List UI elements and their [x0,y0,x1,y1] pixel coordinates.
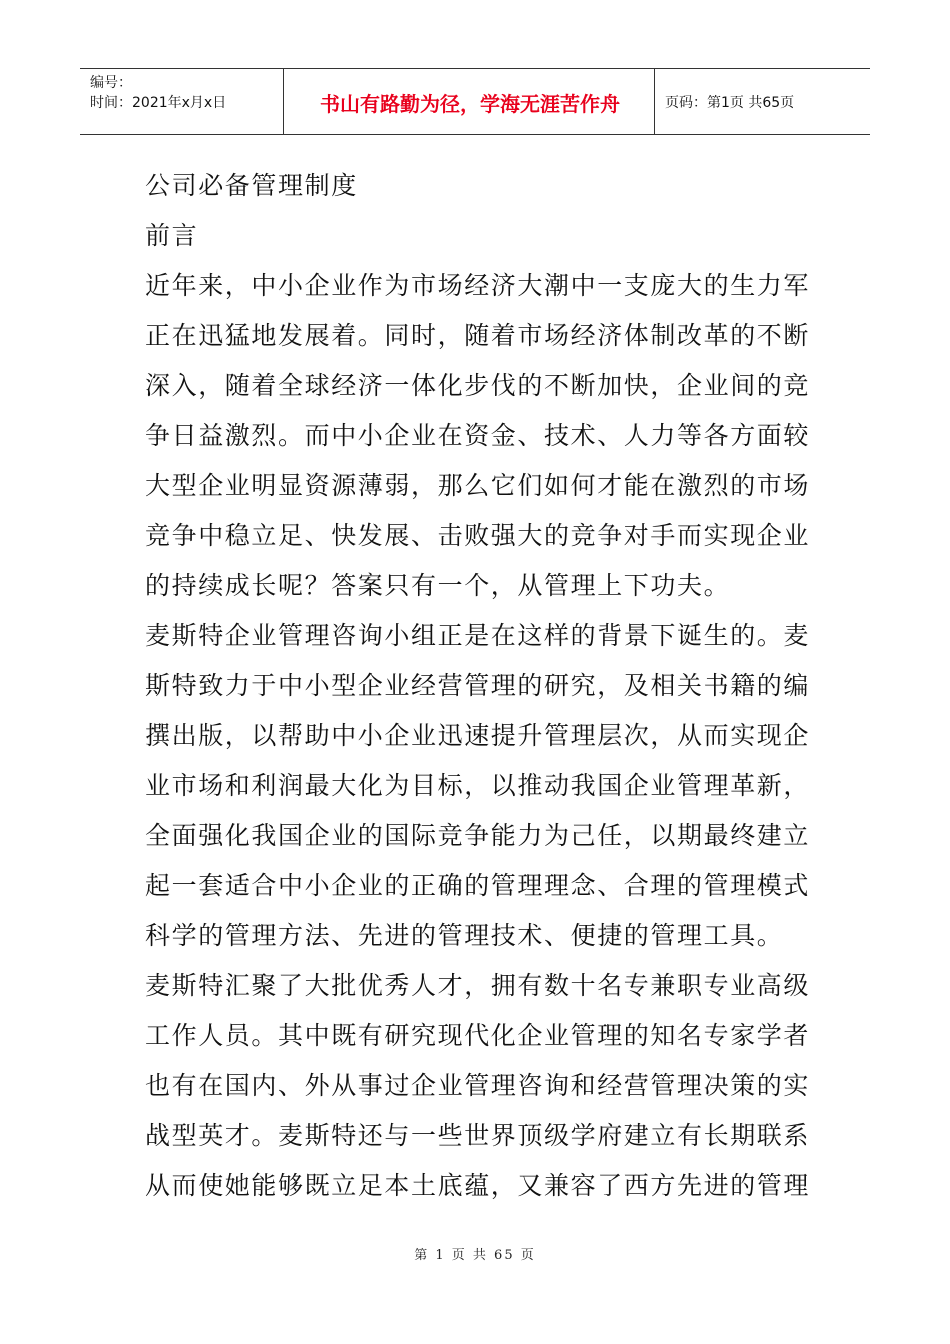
paragraph: 近年来，中小企业作为市场经济大潮中一支庞大的生力军正在迅猛地发展着。同时，随着市场经济体制改革的不断深入，随着全球经济一体化步伐的不断加快，企业间的竞争日益激烈。而中小企业在资金、技术、人力等各方面较大型企业明显资源薄弱，那么它们如何才能在激烈的市场竞争中稳立足、快发展、击败强大的竞争对手而实现企业的持续成长呢？答案只有一个，从管理上下功夫。 [145,271,811,600]
header-motto: 书山有路勤为径，学海无涯苦作舟 [320,91,620,116]
document-body [145,161,815,1211]
preface-heading: 前言 [145,221,199,250]
paragraph: 麦斯特汇聚了大批优秀人才，拥有数十名专兼职专业高级工作人员。其中既有研究现代化企业管理的知名专家学者也有在国内、外从事过企业管理咨询和经营管理决策的实战型英才。麦斯特还与一些世界顶级学府建立有长期联系从而使她能够既立足本土底蕴，又兼容了西方先进的管理 [145,971,811,1200]
document-title: 公司必备管理制度 [145,171,358,200]
page-header [80,68,870,135]
document-time-label: 时间：2021年x月x日 [90,95,227,111]
header-divider-left [283,69,284,134]
page-footer: 第 1 页 共 65 页 [414,1248,536,1263]
document-number-label: 编号： [90,75,132,91]
header-divider-right [654,69,655,134]
header-page-info: 页码：第1页 共65页 [665,95,795,111]
paragraph: 麦斯特企业管理咨询小组正是在这样的背景下诞生的。麦斯特致力于中小型企业经营管理的研究，及相关书籍的编撰出版，以帮助中小企业迅速提升管理层次，从而实现企业市场和利润最大化为目标，以推动我国企业管理革新，全面强化我国企业的国际竞争能力为己任，以期最终建立起一套适合中小企业的正确的管理理念、合理的管理模式科学的管理方法、先进的管理技术、便捷的管理工具。 [145,621,811,950]
header-meta [90,73,226,113]
